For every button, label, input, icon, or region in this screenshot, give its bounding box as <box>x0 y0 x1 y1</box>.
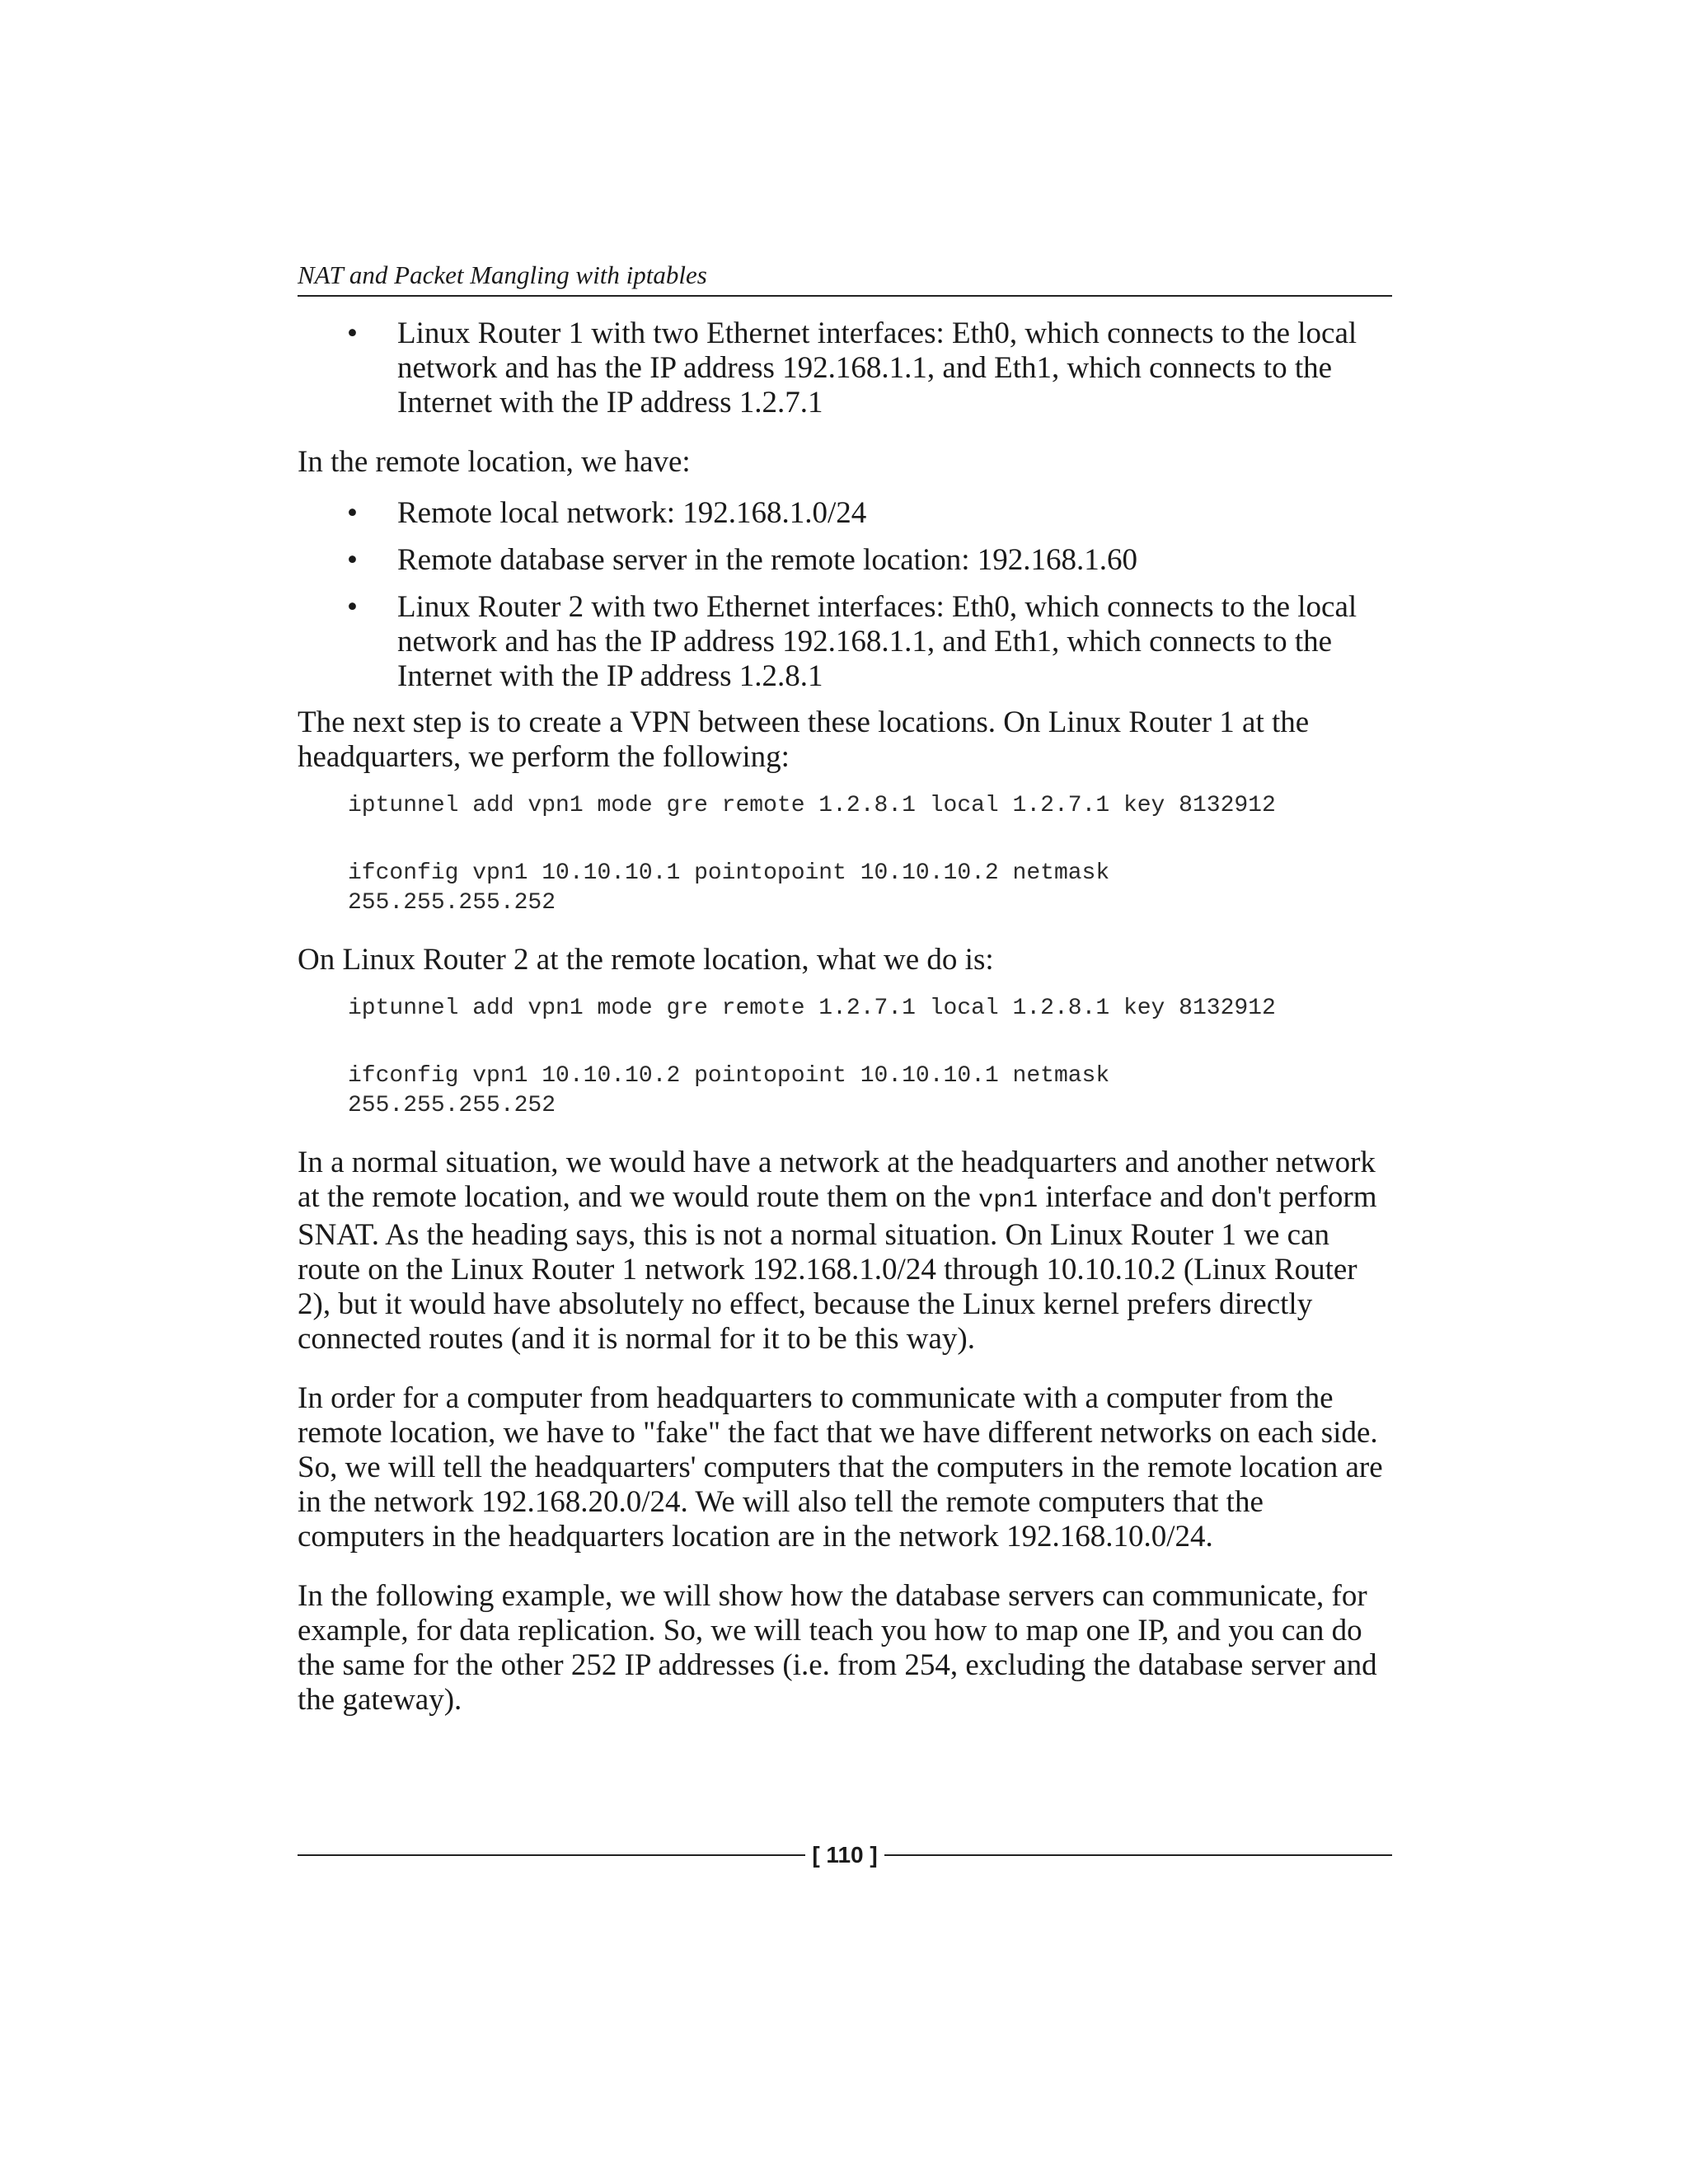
code-line: iptunnel add vpn1 mode gre remote 1.2.7.1 local 1.2.8.1 key 8132912 <box>348 996 1276 1021</box>
list-item-text: Linux Router 2 with two Ethernet interfaces: Eth0, which connects to the local network and has the IP address 192.168.1.1, and Eth1, which connects to the Internet with the IP address 1.2.8.1 <box>397 590 1357 693</box>
bullet-list-headquarters <box>298 316 1392 420</box>
inline-code: vpn1 <box>978 1187 1039 1215</box>
page-number: [ 110 ] <box>812 1842 878 1868</box>
code-gap <box>298 821 1392 859</box>
page-content <box>298 259 1392 1742</box>
paragraph-next-step: The next step is to create a VPN between these locations. On Linux Router 1 at the headquarters, we perform the following: <box>298 705 1310 774</box>
list-item <box>298 543 1392 578</box>
code-line: iptunnel add vpn1 mode gre remote 1.2.8.1 local 1.2.7.1 key 8132912 <box>348 793 1276 818</box>
code-line: ifconfig vpn1 10.10.10.2 pointopoint 10.10.10.1 netmask <box>348 1063 1110 1089</box>
list-item-text: Linux Router 1 with two Ethernet interfaces: Eth0, which connects to the local network and has the IP address 192.168.1.1, and Eth1, which connects to the Internet with the IP address 1.2.7.1 <box>397 316 1357 419</box>
code-gap <box>298 1024 1392 1062</box>
bullet-icon: • <box>347 316 358 350</box>
paragraph-text: In a normal situation, we would have a network at the headquarters and another network at the remote location, and we would route them on the <box>298 1146 1376 1214</box>
running-header: NAT and Packet Mangling with iptables <box>298 259 1392 297</box>
list-item <box>298 496 1392 531</box>
code-line: ifconfig vpn1 10.10.10.1 pointopoint 10.10.10.2 netmask <box>348 860 1110 886</box>
bullet-icon: • <box>347 496 358 530</box>
paragraph-remote-intro: In the remote location, we have: <box>298 445 691 479</box>
list-item-text: Remote local network: 192.168.1.0/24 <box>397 496 867 530</box>
list-item <box>298 590 1392 694</box>
code-line: 255.255.255.252 <box>348 1093 556 1118</box>
paragraph-normal-situation <box>298 1146 1392 1357</box>
list-item <box>298 316 1392 420</box>
footer-rule-right <box>884 1854 1392 1856</box>
bullet-list-remote <box>298 496 1392 694</box>
paragraph-example: In the following example, we will show how the database servers can communicate, for example, for data replication. So, we will teach you how to map one IP, and you can do the same for the other 252 IP addresses (i.e. from 254, excluding the database server and the gateway). <box>298 1579 1377 1717</box>
footer-rule-left <box>298 1854 805 1856</box>
bullet-icon: • <box>347 590 358 624</box>
page-footer <box>298 1839 1392 1872</box>
list-item-text: Remote database server in the remote location: 192.168.1.60 <box>397 543 1138 577</box>
bullet-icon: • <box>347 543 358 577</box>
code-block-router1 <box>298 791 1392 918</box>
paragraph-text: interface and don't perform SNAT. As the heading says, this is not a normal situation. On Linux Router 1 we can route on the Linux Router 1 network 192.168.1.0/24 through 10.10.10.2 (Linux Router 2), but it would have absolutely no effect, because the Linux kernel prefers directly connected routes (and it is normal for it to be this way). <box>298 1180 1377 1356</box>
code-line: 255.255.255.252 <box>348 890 556 916</box>
paragraph-router2-intro: On Linux Router 2 at the remote location, what we do is: <box>298 943 994 977</box>
code-block-router2 <box>298 994 1392 1121</box>
paragraph-fake-networks: In order for a computer from headquarters to communicate with a computer from the remote location, we have to "fake" the fact that we have different networks on each side. So, we will tell the headquarters' computers that the computers in the remote location are in the network 192.168.20.0/24. We will also tell the remote computers that the computers in the headquarters location are in the network 192.168.10.0/24. <box>298 1381 1383 1554</box>
